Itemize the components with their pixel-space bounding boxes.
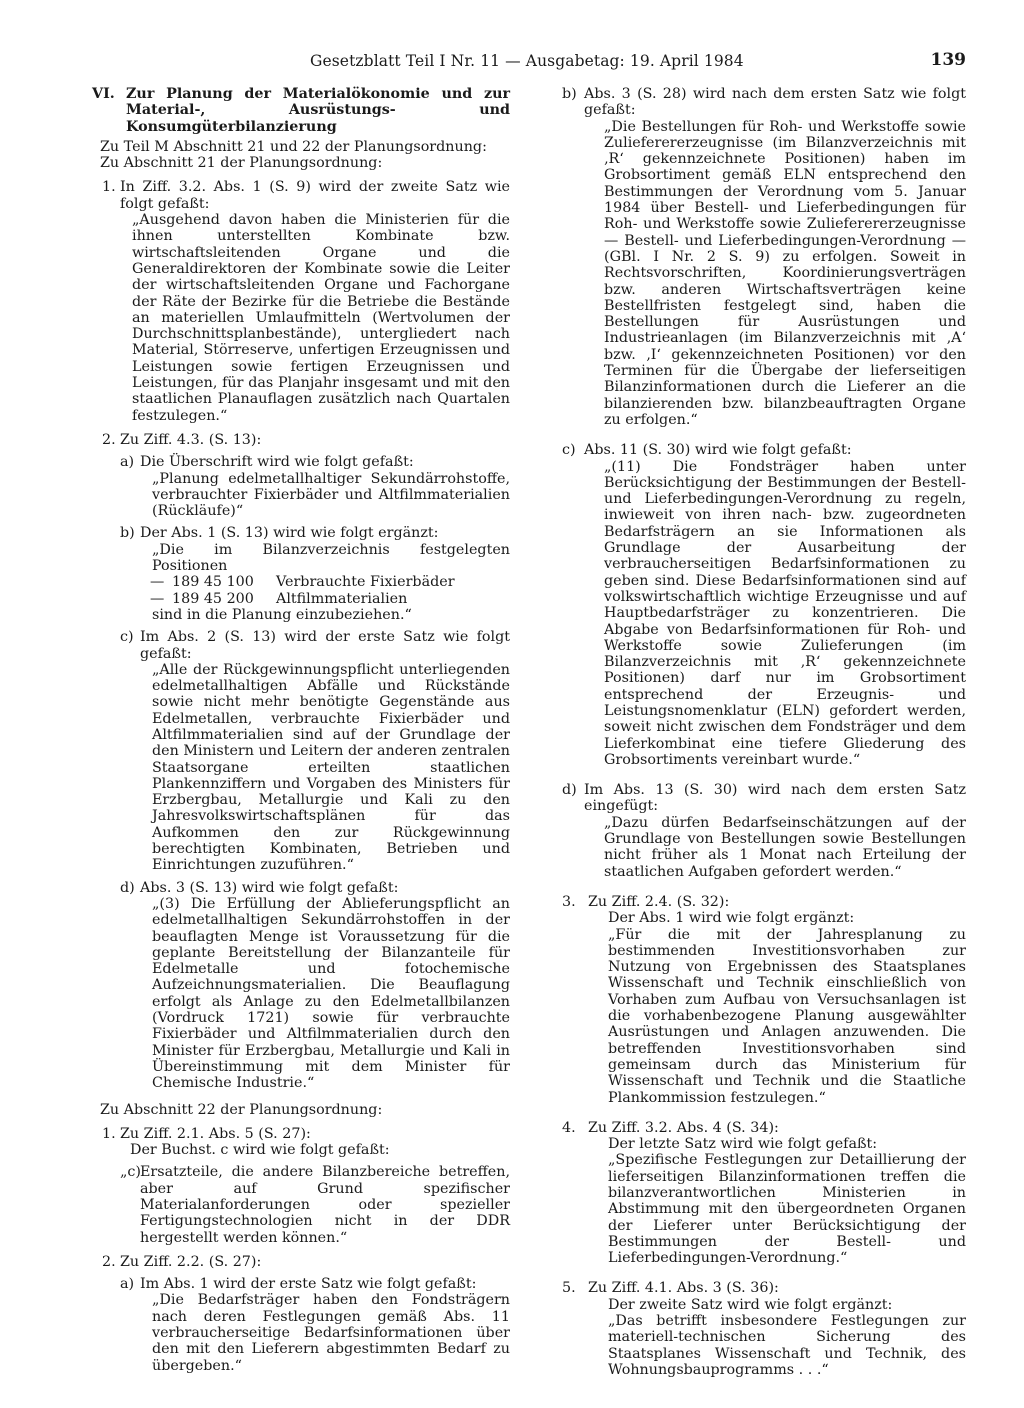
- item-number: 1.: [102, 1125, 116, 1142]
- section-number: VI.: [92, 86, 115, 102]
- sub-letter: c): [562, 442, 576, 459]
- item-lead: Der Buchst. c wird wie folgt gefaßt:: [130, 1142, 390, 1159]
- section-heading: [92, 86, 510, 135]
- sub-item: [562, 442, 966, 768]
- running-title: Gesetzblatt Teil I Nr. 11 — Ausgabetag: 19. April 1984: [310, 52, 744, 70]
- position-row: [140, 574, 510, 590]
- item-text: Zu Ziff. 2.4. (S. 32):: [588, 893, 730, 910]
- item-number: 3.: [562, 893, 576, 910]
- page-header: [300, 46, 980, 76]
- item-number: 1.: [102, 179, 116, 196]
- quoted-text: „Das betrifft insbesondere Festlegungen zur materiell-technischen Sicherung des Staatsplanes Wissenschaft und Technik, des Wohnungsbauprogramms . . .“: [608, 1313, 966, 1378]
- sub-item: [120, 454, 510, 519]
- quoted-text: „Die Bestellungen für Roh- und Werkstoffe sowie Zulieferererzeugnisse (im Bilanzverzeichnis mit ‚R‘ gekennzeichnete Positionen) haben im Grobsortiment gemäß ELN entsprechend den Bestimmungen der Verordnung vom 5. Januar 1984 über Bestell- und Lieferbedingungen für Roh- und Werkstoffe sowie Zulieferererzeugnisse — Bestell- und Lieferbedingungen-Verordnung — (GBl. I Nr. 2 S. 9) zu erfolgen. Soweit in Rechtsvorschriften, Koordinierungsverträgen bzw. anderen Wirtschaftsverträgen keine Bestellfristen festgelegt sind, haben die Bestellungen für Ausrüstungen und Industrieanlagen (im Bilanzverzeichnis mit ‚A‘ bzw. ‚I‘ gekennzeichneten Positionen) vor den Terminen für die Übergabe der lieferseitigen Bilanzinformationen durch die Lieferer an die bilanzierenden bzw. bilanzbeauftragten Organe zu erfolgen.“: [604, 118, 966, 428]
- sub-text: Im Abs. 13 (S. 30) wird nach dem ersten Satz eingefügt:: [584, 782, 966, 815]
- dash: —: [150, 574, 165, 591]
- list-item: [562, 1120, 966, 1267]
- sub-letter: a): [120, 454, 135, 471]
- quoted-text: „Dazu dürfen Bedarfseinschätzungen auf der Grundlage von Bestellungen sowie Bestellungen nicht früher als 1 Monat nach Erteilung der staatlichen Aufgaben gefordert werden.“: [604, 814, 966, 880]
- sub-item: [120, 880, 510, 1092]
- quoted-text: „(3) Die Erfüllung der Ablieferungspflicht an edelmetallhaltigen Sekundärrohstoffen in der beauflagten Menge ist Voraussetzung für die geplante Bereitstellung der Bilanzanteile für Edelmetalle und fotochemische Aufzeichnungsmaterialien. Die Beauflagung erfolgt als Anlage zu den Edelmetallbilanzen (Vordruck 1721) sowie für verbrauchte Fixierbäder und Altfilmmaterialien durch den Minister für Erzbergbau, Metallurgie und Kali in Übereinstimmung mit dem Minister für Chemische Industrie.“: [152, 895, 510, 1092]
- sub-text: Die Überschrift wird wie folgt gefaßt:: [140, 454, 414, 471]
- position-label: Verbrauchte Fixierbäder: [276, 574, 455, 591]
- sub-text: Im Abs. 1 wird der erste Satz wie folgt gefaßt:: [140, 1276, 477, 1293]
- sub-item: [120, 1164, 510, 1245]
- item-lead: Der Abs. 1 wird wie folgt ergänzt:: [608, 910, 855, 927]
- list-item: [92, 1126, 510, 1246]
- sub-letter: a): [120, 1276, 135, 1293]
- item-number: 4.: [562, 1119, 576, 1136]
- item-number: 2.: [102, 1253, 116, 1270]
- sub-letter: d): [120, 879, 135, 896]
- item-text: Zu Ziff. 2.1. Abs. 5 (S. 27):: [120, 1125, 311, 1142]
- list-item: [92, 432, 510, 1092]
- section-title: Zur Planung der Materialökonomie und zur Material-, Ausrüstungs- und Konsumgüterbilanzierung: [126, 86, 510, 135]
- quoted-text: „(11) Die Fondsträger haben unter Berücksichtigung der Bestimmungen der Bestell- und Lieferbedingungen-Verordnung zu regeln, inwieweit von ihren nach- bzw. zugeordneten Bedarfsträgern an sie Informationen als Grundlage der Ausarbeitung der verbraucherseitigen Bedarfsinformationen zu geben sind. Diese Bedarfsinformationen sind auf volkswirtschaftlich wichtige Erzeugnisse und auf Hauptbedarfsträger zu konzentrieren. Die Abgabe von Bedarfsinformationen für Roh- und Werkstoffe sowie Zulieferungen (im Bilanzverzeichnis mit ‚R‘ gekennzeichnete Positionen) darf nur im Grobsortiment entsprechend der Erzeugnis- und Leistungsnomenklatur (ELN) gefordert werden, soweit nicht zwischen dem Fondsträger und dem Lieferkombinat eine tiefere Gliederung des Grobsortiments vereinbart wurde.“: [604, 458, 966, 768]
- sub-item: [562, 782, 966, 880]
- sub-item: [120, 629, 510, 873]
- sub-letter: „c): [120, 1164, 141, 1181]
- intro-paragraph: Zu Teil M Abschnitt 21 und 22 der Planungsordnung:: [100, 138, 487, 155]
- item-lead: Der zweite Satz wird wie folgt ergänzt:: [608, 1296, 893, 1313]
- quoted-text: „Spezifische Festlegungen zur Detaillierung der lieferseitigen Bilanzinformationen treffen die bilanzverantwortlichen Ministerien in Abstimmung mit den übergeordneten Organen der Lieferer unter Berücksichtigung der Bestimmungen der Bestell- und Lieferbedingungen-Verordnung.“: [608, 1152, 966, 1267]
- left-column: [92, 86, 510, 1374]
- position-code: 189 45 100: [172, 574, 254, 591]
- quoted-text: „Die Bedarfsträger haben den Fondsträgern nach deren Festlegungen gemäß Abs. 11 verbraucherseitige Bedarfsinformationen über den mit den Lieferern abgestimmten Bedarf zu übergeben.“: [152, 1292, 510, 1374]
- item-text: Zu Ziff. 2.2. (S. 27):: [120, 1253, 262, 1270]
- sub-letter: c): [120, 629, 134, 646]
- position-code: 189 45 200: [172, 590, 254, 607]
- list-item: [92, 1254, 510, 1374]
- sub-text: Abs. 3 (S. 28) wird nach dem ersten Satz wie folgt gefaßt:: [584, 86, 966, 119]
- list-item: [562, 1280, 966, 1378]
- sub-item: [120, 525, 510, 623]
- quoted-text: „Für die mit der Jahresplanung zu bestimmenden Investitionsvorhaben zur Nutzung von Ergebnissen des Staatsplanes Wissenschaft und Technik einschließlich von Vorhaben zum Aufbau von Versuchsanlagen ist die vorhabenbezogene Planung ausgewählter Ausrüstungen und Anlagen anzuwenden. Die betreffenden Investitionsvorhaben sind gemeinsam durch das Ministerium für Wissenschaft und Technik und die Staatliche Plankommission festzulegen.“: [608, 926, 966, 1106]
- page-number: 139: [930, 50, 966, 70]
- sub-item: [120, 1276, 510, 1374]
- sub-text: Abs. 3 (S. 13) wird wie folgt gefaßt:: [140, 879, 399, 896]
- sub-text: Abs. 11 (S. 30) wird wie folgt gefaßt:: [584, 442, 852, 459]
- item-lead: Der letzte Satz wird wie folgt gefaßt:: [608, 1136, 878, 1153]
- right-column: [562, 86, 966, 1378]
- item-text: Zu Ziff. 4.3. (S. 13):: [120, 431, 262, 448]
- intro-paragraph: Zu Abschnitt 21 der Planungsordnung:: [100, 155, 383, 172]
- sub-letter: d): [562, 782, 577, 799]
- quoted-text: „Ausgehend davon haben die Ministerien für die ihnen unterstellten Kombinate bzw. wirtschaftsleitenden Organe und die Generaldirektoren der Kombinate sowie die Leiter der wirtschaftsleitenden Organe und Fachorgane der Räte der Bezirke für die Betriebe die Bestände an materiellen Umlaufmitteln (Wertvolumen der Durchschnittsplanbestände), untergliedert nach Material, Störreserve, unfertigen Erzeugnissen und Leistungen sowie fertigen Erzeugnissen und Leistungen, für das Planjahr insgesamt und mit den staatlichen Planauflagen zusätzlich nach Quartalen festzulegen.“: [132, 212, 510, 424]
- list-item: [562, 894, 966, 1106]
- item-number: 5.: [562, 1280, 576, 1297]
- sub-letter: b): [120, 525, 135, 542]
- item-number: 2.: [102, 431, 116, 448]
- intro-paragraph: Zu Abschnitt 22 der Planungsordnung:: [100, 1101, 383, 1118]
- quoted-text: „Alle der Rückgewinnungspflicht unterliegenden edelmetallhaltigen Abfälle und Rückstände sowie nicht mehr benötigte Gegenstände aus Edelmetallen, verbrauchte Fixierbäder und Altfilmmaterialien sind auf der Grundlage der den Ministern und Leitern der anderen zentralen Staatsorgane erteilten staatlichen Plankennziffern und Vorgaben des Ministers für Erzbergbau, Metallurgie und Kali zu den Jahresvolkswirtschaftsplänen für das Aufkommen den zur Rückgewinnung berechtigten Kombinaten, Betrieben und Einrichtungen zuzuführen.“: [152, 661, 510, 874]
- quoted-text: „Planung edelmetallhaltiger Sekundärrohstoffe, verbrauchter Fixierbäder und Altfilmmaterialien (Rückläufe)“: [152, 470, 510, 520]
- sub-text: Der Abs. 1 (S. 13) wird wie folgt ergänzt:: [140, 525, 439, 542]
- position-label: Altfilmmaterialien: [276, 590, 408, 607]
- position-row: [140, 591, 510, 607]
- sub-item: [562, 86, 966, 428]
- dash: —: [150, 590, 165, 607]
- item-text: Zu Ziff. 3.2. Abs. 4 (S. 34):: [588, 1119, 779, 1136]
- list-item: [92, 179, 510, 423]
- item-text: In Ziff. 3.2. Abs. 1 (S. 9) wird der zweite Satz wie folgt gefaßt:: [120, 179, 510, 212]
- item-text: Zu Ziff. 4.1. Abs. 3 (S. 36):: [588, 1280, 779, 1297]
- quoted-text: sind in die Planung einzubeziehen.“: [152, 606, 412, 623]
- sub-letter: b): [562, 86, 577, 102]
- sub-text: Ersatzteile, die andere Bilanzbereiche betreffen, aber auf Grund spezifischer Materialanforderungen oder spezieller Fertigungstechnologien nicht in der DDR hergestellt werden können.“: [140, 1164, 510, 1246]
- quoted-text: „Die im Bilanzverzeichnis festgelegten Positionen: [152, 541, 510, 575]
- sub-text: Im Abs. 2 (S. 13) wird der erste Satz wie folgt gefaßt:: [140, 629, 510, 662]
